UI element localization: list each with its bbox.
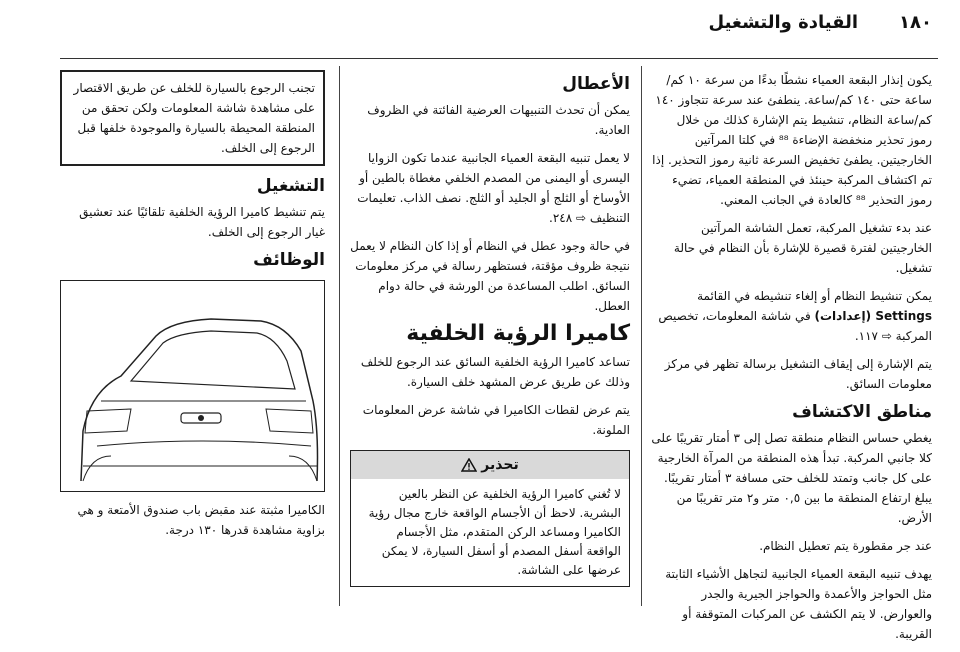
figure-caption: الكاميرا مثبتة عند مقبض باب صندوق الأمتعة و هي بزاوية مشاهدة قدرها ١٣٠ درجة. — [77, 503, 325, 537]
page-header — [0, 0, 960, 62]
section-heading: الوظائف — [253, 250, 325, 270]
column-divider — [641, 66, 642, 606]
section-title: كاميرا الرؤية الخلفية — [406, 321, 630, 346]
warning-body: لا تُغني كاميرا الرؤية الخلفية عن النظر بالعين البشرية. لاحظ أن الأجسام الواقعة خارج مجال رؤية الكاميرا ومساعد الركن المتقدم، مثل الأجسام الواقعة أسفل المصدم أو أسفل السيارة، لا يمكن عرضها على الشاشة. — [368, 487, 621, 577]
paragraph: يتم عرض لقطات الكاميرا في شاشة عرض المعلومات الملونة. — [362, 403, 630, 437]
paragraph: في حالة وجود عطل في النظام أو إذا كان النظام لا يعمل نتيجة ظروف مؤقتة، فستظهر رسالة في مركز معلومات السائق. اطلب المساعدة من الورشة في حالة دوام العطل. — [350, 239, 630, 313]
text: يمكن تنشيط النظام أو إلغاء تنشيطه في القائمة — [697, 289, 932, 303]
paragraph — [650, 286, 932, 346]
rear-camera-figure — [60, 280, 325, 492]
paragraph: يمكن أن تحدث التنبيهات العرضية الفائتة في الظروف العادية. — [367, 103, 630, 137]
header-rule — [60, 58, 938, 59]
text: في شاشة المعلومات، تخصيص المركبة ⇨ ١١٧. — [658, 309, 932, 343]
paragraph: عند جر مقطورة يتم تعطيل النظام. — [759, 539, 932, 553]
warning-box — [350, 450, 630, 587]
column-divider — [339, 66, 340, 606]
note-box: تجنب الرجوع بالسيارة للخلف عن طريق الاقتصار على مشاهدة شاشة المعلومات ولكن تحقق من المنطقة المحيطة بالسيارة والموجودة خلفها قبل الرجوع إلى الخلف. — [60, 70, 325, 166]
section-heading: التشغيل — [256, 176, 325, 196]
column-left — [60, 70, 325, 548]
paragraph: يهدف تنبيه البقعة العمياء الجانبية لتجاهل الأشياء الثابتة مثل الحواجز والأعمدة والحواجز الجيرية والجدر والعوارض. لا يتم الكشف عن المركبات المتوقفة أو القريبة. — [665, 567, 932, 641]
warning-header — [351, 451, 629, 479]
chapter-title: القيادة والتشغيل — [708, 12, 858, 33]
paragraph: تساعد كاميرا الرؤية الخلفية السائق عند الرجوع للخلف وذلك عن طريق عرض المشهد خلف السيارة. — [360, 355, 630, 389]
paragraph: يتم الإشارة إلى إيقاف التشغيل برسالة تظهر في مركز معلومات السائق. — [664, 357, 932, 391]
paragraph: يغطي حساس النظام منطقة تصل إلى ٣ أمتار تقريبًا على كلا جانبي المركبة. تبدأ هذه المنطقة من المرآة الخارجية على كل جانب وتمتد للخلف حتى مسافة ٣ أمتار تقريبًا. يبلغ ارتفاع المنطقة ما بين ٠,٥ متر و٢ متر تقريبًا من الأرض. — [651, 431, 932, 525]
warning-title: تحذير — [481, 457, 519, 473]
paragraph: لا يعمل تنبيه البقعة العمياء الجانبية عندما تكون الزوايا اليسرى أو اليمنى من المصدم الخلفي مغطاة بالطين أو الأوساخ أو الثلج أو الجليد أو الثلج. نصف الذاب. تعليمات التنظيف ⇨ ٢٤٨. — [357, 151, 630, 225]
section-heading: مناطق الاكتشاف — [792, 402, 932, 422]
paragraph: يتم تنشيط كاميرا الرؤية الخلفية تلقائيًا عند تعشيق غيار الرجوع إلى الخلف. — [79, 205, 325, 239]
warning-triangle-icon — [461, 458, 477, 472]
page-number: ١٨٠ — [899, 12, 932, 33]
column-right — [650, 70, 932, 652]
paragraph: عند بدء تشغيل المركبة، تعمل الشاشة المرآتين الخارجيتين لفترة قصيرة للإشارة بأن النظام في حالة تشغيل. — [673, 221, 932, 275]
column-middle — [350, 70, 630, 587]
settings-menu-label: Settings (إعدادات) — [814, 309, 932, 323]
paragraph: يكون إنذار البقعة العمياء نشطًا بدءًا من سرعة ١٠ كم/ساعة حتى ١٤٠ كم/ساعة. ينطفئ عند سرعة تتجاوز ١٤٠ كم/ساعة النظام، تنشيط يتم الإشارة كذلك من خلال رموز تحذير منخفضة الإضاءة ⁸⁸ في كلتا المرآتين الخارجيتين. يطفئ تخفيض السرعة ثانية رموز التحذير. إذا تم اكتشاف المركبة حينئذ في المنطقة العمياء، تضيء رموز التحذير ⁸⁸ كالعادة في الجانب المعني. — [652, 73, 932, 207]
car-rear-illustration — [61, 281, 324, 489]
section-heading: الأعطال — [562, 74, 630, 94]
